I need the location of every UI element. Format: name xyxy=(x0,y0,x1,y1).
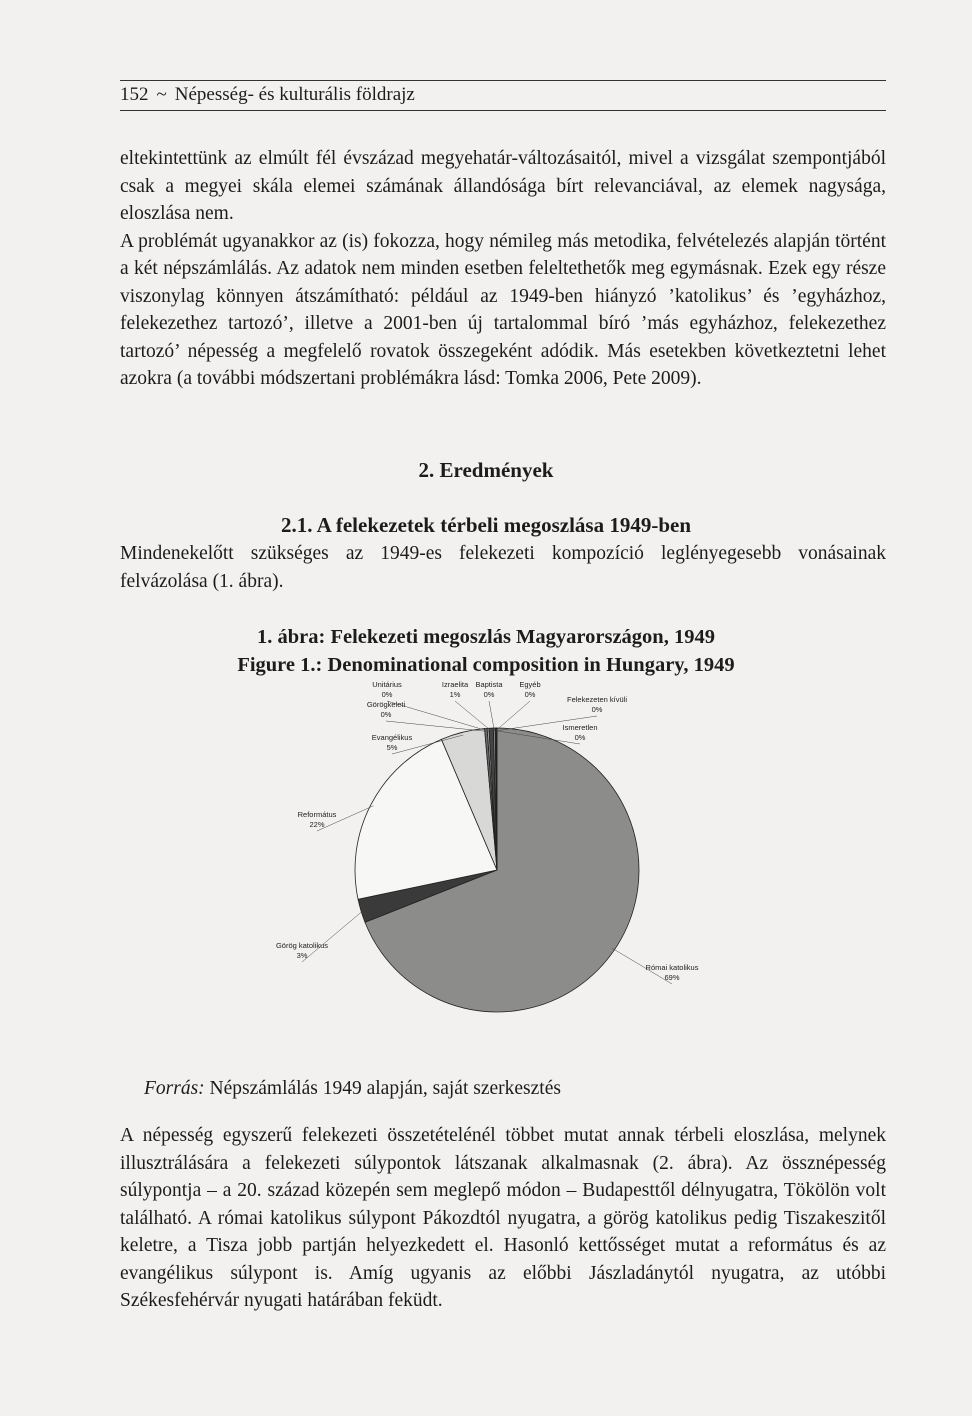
slice-label-value-unitarius: 0% xyxy=(381,690,393,699)
running-title: Népesség- és kulturális földrajz xyxy=(174,84,415,105)
subsection-text xyxy=(120,540,886,595)
intro-paragraph-1: eltekintettünk az elmúlt fél évszázad megyehatár-változásaitól, mivel a vizsgálat szempontjából csak a megyei skála elemei számának állandósága bírt relevanciával, az elemek nagysága, eloszlása nem. xyxy=(120,148,886,224)
leader-line-baptista xyxy=(489,701,494,731)
slice-label-value-gorog-katolikus: 3% xyxy=(296,951,308,960)
slice-label-name-egyeb: Egyéb xyxy=(519,680,541,689)
intro-paragraph-2: A problémát ugyanakkor az (is) fokozza, hogy némileg más metodika, felvételezés alapján történt a két népszámlálás. Az adatok nem minden esetben feleltethetők meg egymásnak. Ezek egy része viszonylag könnyen átszámítható: például az 1949-ben hiányzó ’katolikus’ és ’egyházhoz, felekezethez tartozó’, illetve a 2001-ben új tartalommal bíró ’más egyházhoz, felekezethez tartozó’ népesség a megfelelő rovatok összegeként adódik. Más esetekben következtetni lehet azokra (a további módszertani problémákra lásd: Tomka 2006, Pete 2009). xyxy=(120,230,886,389)
subsection-heading: 2.1. A felekezetek térbeli megoszlása 1949-ben xyxy=(281,513,691,537)
slice-label-name-izraelita: Izraelita xyxy=(441,680,469,689)
figure-caption-hu: 1. ábra: Felekezeti megoszlás Magyarországon, 1949 xyxy=(257,626,715,648)
source-label: Forrás: xyxy=(144,1078,205,1099)
slice-label-value-evangelikus: 5% xyxy=(386,743,398,752)
page-number: 152 xyxy=(120,84,149,105)
slice-label-name-romai-katolikus: Római katolikus xyxy=(645,963,699,972)
slice-label-name-ismeretlen: Ismeretlen xyxy=(562,723,598,732)
slice-label-name-evangelikus: Evangélikus xyxy=(371,733,413,742)
intro-text xyxy=(120,145,886,393)
slice-label-value-izraelita: 1% xyxy=(449,690,461,699)
slice-label-name-baptista: Baptista xyxy=(475,680,503,689)
source-text: Népszámlálás 1949 alapján, saját szerkesztés xyxy=(209,1078,561,1099)
header-rule-top xyxy=(120,80,886,81)
slice-label-value-ismeretlen: 0% xyxy=(574,733,586,742)
pie-chart xyxy=(0,680,972,1020)
section-heading: 2. Eredmények xyxy=(418,458,554,482)
slice-label-value-baptista: 0% xyxy=(483,690,495,699)
figure-caption-en: Figure 1.: Denominational composition in Hungary, 1949 xyxy=(237,654,735,676)
figure-source xyxy=(144,1078,561,1100)
slice-label-name-unitarius: Unitárius xyxy=(372,680,402,689)
slice-label-value-romai-katolikus: 69% xyxy=(664,973,680,982)
final-paragraph: A népesség egyszerű felekezeti összetételénél többet mutat annak térbeli eloszlása, melynek illusztrálására a felekezeti súlypontok látszanak alkalmasnak (2. ábra). Az össznépesség súlypontja – a 20. század közepén sem meglepő módon – Budapesttől délnyugatra, Tökölön volt található. A római katolikus súlypont Pákozdtól nyugatra, a görög katolikus pedig Tiszakeszitől keletre, a Tisza jobb partján helyezkedett el. Hasonló kettősséget mutat a református és az evangélikus súlypont is. Amíg ugyanis az előbbi Jászladánytól nyugatra, az utóbbi Székesfehérvár nyugati határában feküdt. xyxy=(120,1125,886,1311)
leader-line-gorog-katolikus xyxy=(302,910,364,962)
slice-label-value-reformatus: 22% xyxy=(309,820,325,829)
slice-label-name-reformatus: Református xyxy=(297,810,337,819)
final-text xyxy=(120,1122,886,1315)
header-separator: ~ xyxy=(156,84,167,105)
slice-label-name-gorog-katolikus: Görög katolikus xyxy=(275,941,329,950)
slice-label-value-gorogkeleti: 0% xyxy=(380,710,392,719)
subsection-paragraph: Mindenekelőtt szükséges az 1949-es felekezeti kompozíció leglényegesebb vonásainak felvázolása (1. ábra). xyxy=(120,543,886,592)
leader-line-egyeb xyxy=(496,701,530,731)
slice-label-value-egyeb: 0% xyxy=(524,690,536,699)
slice-label-name-felekezeten-kivuli: Felekezeten kívüli xyxy=(566,695,628,704)
slice-label-value-felekezeten-kivuli: 0% xyxy=(591,705,603,714)
pie-slices xyxy=(355,728,639,1012)
running-header xyxy=(120,84,886,106)
header-rule-bottom xyxy=(120,110,886,111)
slice-label-name-gorogkeleti: Görögkeleti xyxy=(366,700,406,709)
